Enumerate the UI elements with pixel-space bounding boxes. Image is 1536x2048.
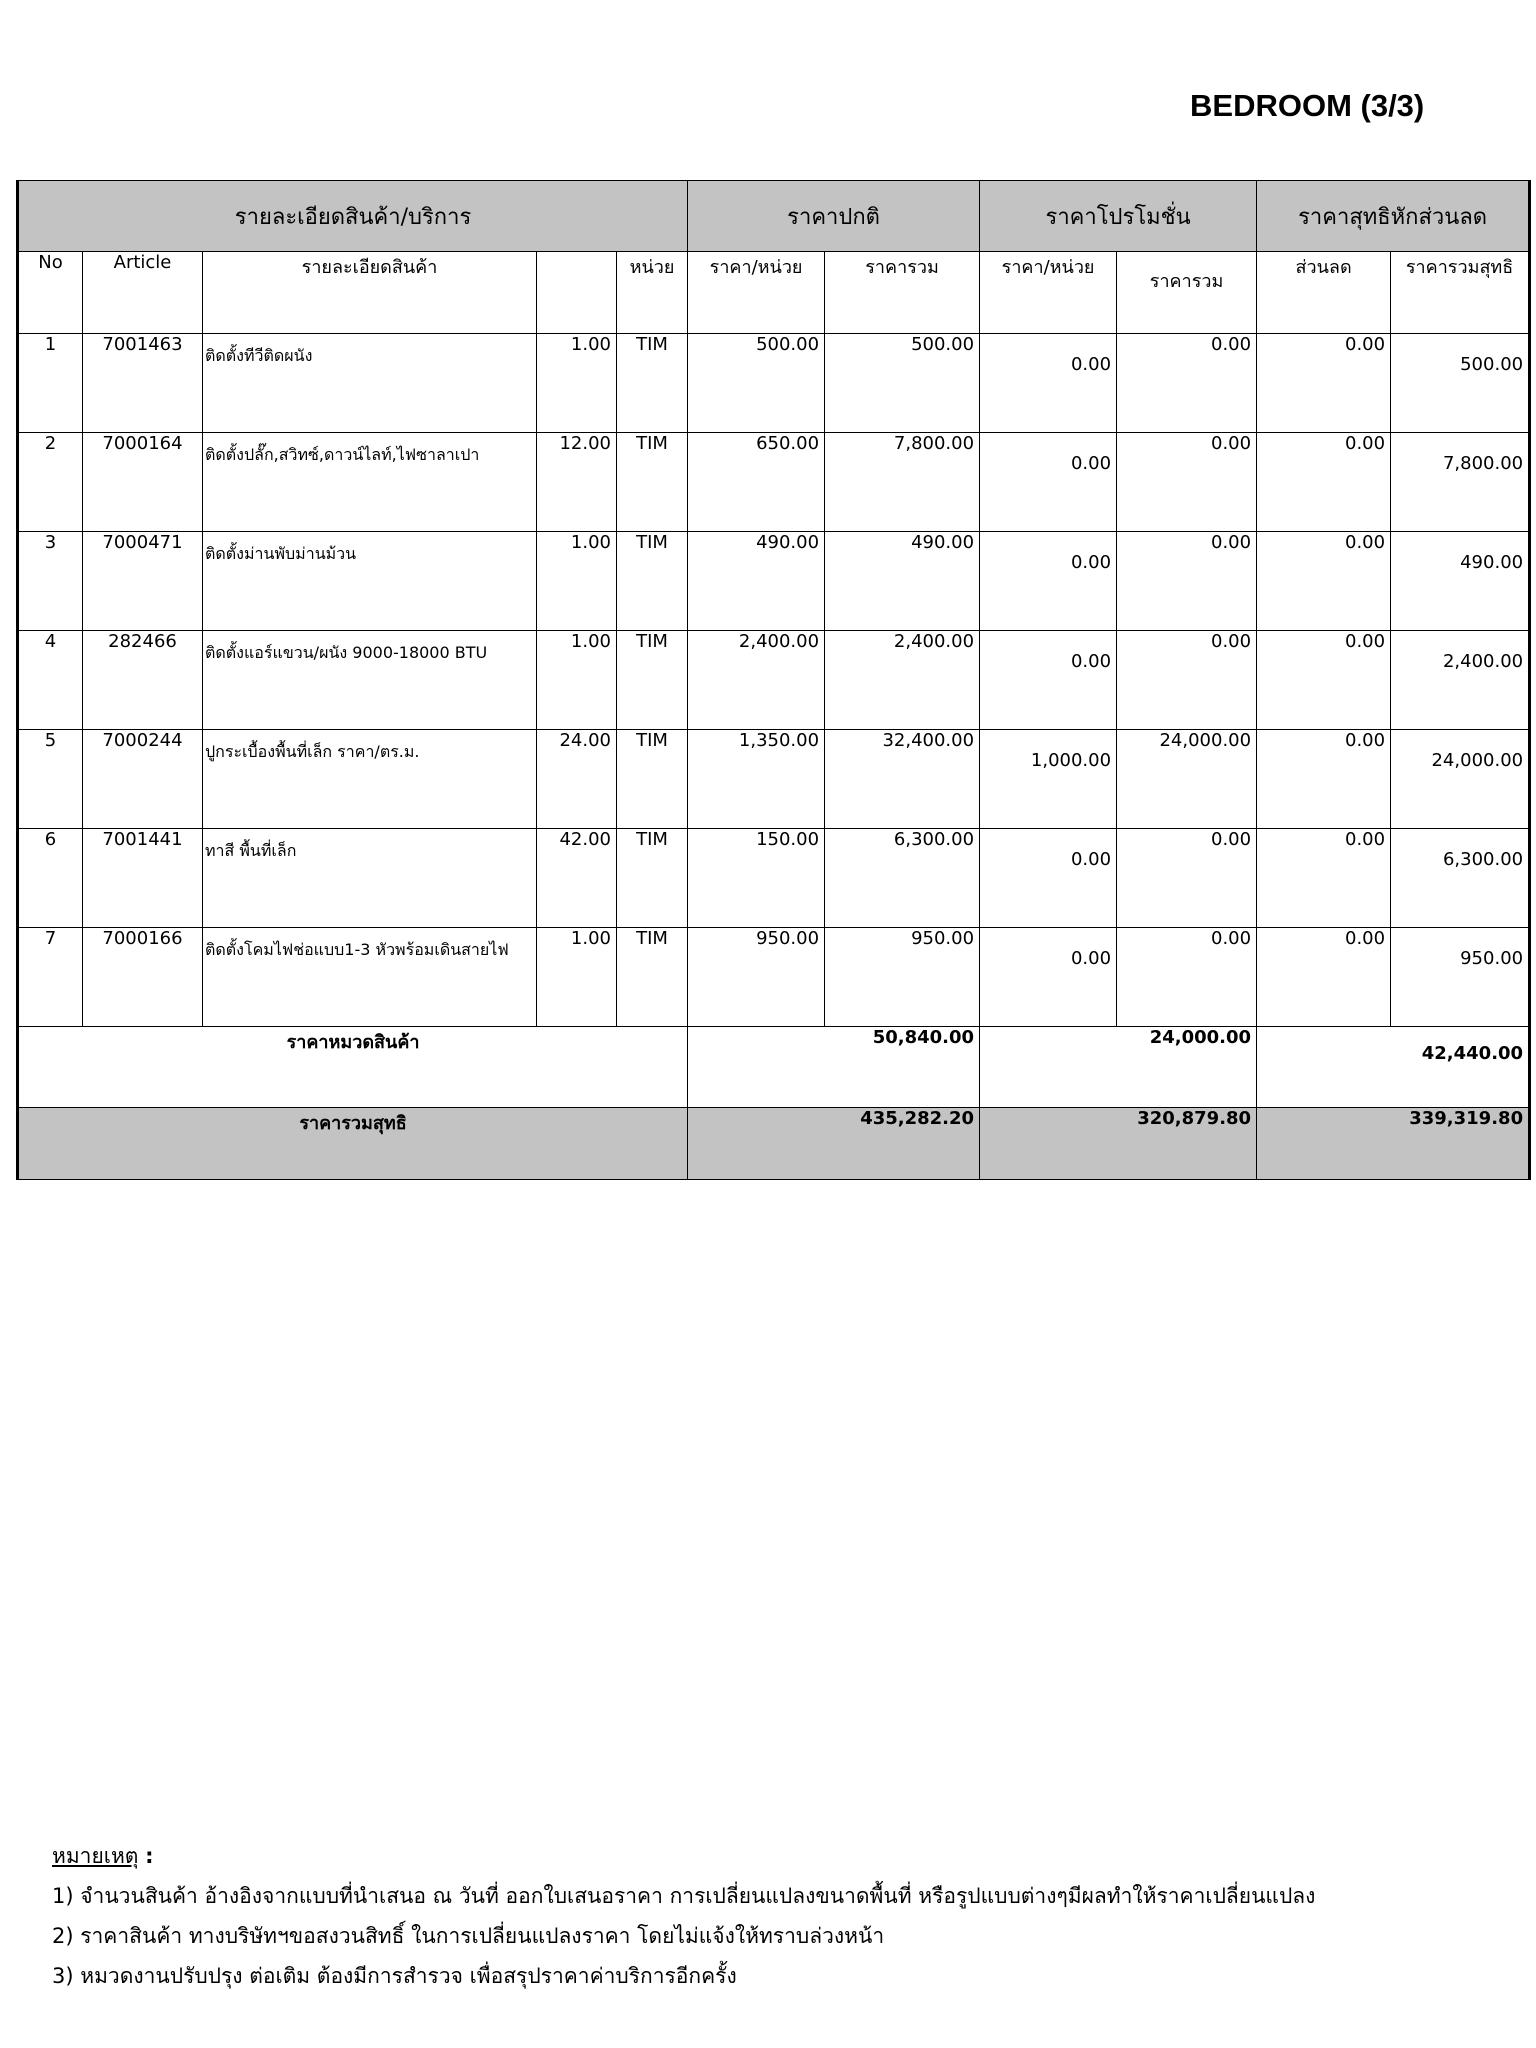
- cell-article: 7001441: [83, 829, 203, 928]
- col-header-unit: หน่วย: [617, 252, 688, 334]
- note-line: 2) ราคาสินค้า ทางบริษัทฯขอสงวนสิทธิ์ ในการเปลี่ยนแปลงราคา โดยไม่แจ้งให้ทราบล่วงหน้า: [52, 1924, 885, 1948]
- subtotal-row: [18, 1027, 1530, 1108]
- cell-net-total: 500.00: [1391, 334, 1530, 433]
- cell-net-total: 490.00: [1391, 532, 1530, 631]
- group-header-net-price: ราคาสุทธิหักส่วนลด: [1257, 181, 1530, 252]
- col-header-description: รายละเอียดสินค้า: [203, 252, 537, 334]
- cell-net-total: 950.00: [1391, 928, 1530, 1027]
- cell-unit: TIM: [617, 334, 688, 433]
- page-title: BEDROOM (3/3): [1190, 88, 1425, 123]
- cell-no: 6: [18, 829, 83, 928]
- subtotal-net: 42,440.00: [1257, 1027, 1530, 1108]
- notes-title: หมายเหตุ: [52, 1844, 139, 1868]
- cell-quantity: 12.00: [537, 433, 617, 532]
- quotation-table: [16, 180, 1531, 1180]
- cell-promo-total: 0.00: [1117, 532, 1257, 631]
- cell-discount: 0.00: [1257, 829, 1391, 928]
- cell-no: 4: [18, 631, 83, 730]
- cell-description: ติดตั้งแอร์แขวน/ผนัง 9000-18000 BTU: [203, 631, 537, 730]
- cell-normal-unit-price: 150.00: [688, 829, 825, 928]
- cell-description: ทาสี พื้นที่เล็ก: [203, 829, 537, 928]
- cell-net-total: 6,300.00: [1391, 829, 1530, 928]
- cell-article: 282466: [83, 631, 203, 730]
- table-row: [18, 631, 1530, 730]
- col-header-normal-total: ราคารวม: [825, 252, 980, 334]
- cell-normal-total: 7,800.00: [825, 433, 980, 532]
- cell-no: 7: [18, 928, 83, 1027]
- grand-total-label: ราคารวมสุทธิ: [18, 1108, 688, 1180]
- cell-unit: TIM: [617, 829, 688, 928]
- cell-article: 7000471: [83, 532, 203, 631]
- cell-promo-total: 0.00: [1117, 433, 1257, 532]
- cell-normal-total: 490.00: [825, 532, 980, 631]
- cell-article: 7001463: [83, 334, 203, 433]
- group-header-promo-price: ราคาโปรโมชั่น: [980, 181, 1257, 252]
- table-row: [18, 829, 1530, 928]
- cell-discount: 0.00: [1257, 730, 1391, 829]
- cell-normal-unit-price: 490.00: [688, 532, 825, 631]
- cell-quantity: 42.00: [537, 829, 617, 928]
- cell-normal-total: 500.00: [825, 334, 980, 433]
- cell-discount: 0.00: [1257, 631, 1391, 730]
- column-header-row: [18, 252, 1530, 334]
- cell-promo-total: 0.00: [1117, 631, 1257, 730]
- cell-normal-total: 2,400.00: [825, 631, 980, 730]
- cell-description: ติดตั้งม่านพับม่านม้วน: [203, 532, 537, 631]
- group-header-details: รายละเอียดสินค้า/บริการ: [18, 181, 688, 252]
- note-line: 1) จำนวนสินค้า อ้างอิงจากแบบที่นำเสนอ ณ วันที่ ออกใบเสนอราคา การเปลี่ยนแปลงขนาดพื้นที่ หรือรูปแบบต่างๆมีผลทำให้ราคาเปลี่ยนแปลง: [52, 1884, 1316, 1908]
- cell-promo-unit-price: 0.00: [980, 334, 1117, 433]
- cell-promo-unit-price: 1,000.00: [980, 730, 1117, 829]
- group-header-normal-price: ราคาปกติ: [688, 181, 980, 252]
- subtotal-promo: 24,000.00: [980, 1027, 1257, 1108]
- col-header-promo-total: ราคารวม: [1117, 252, 1257, 334]
- cell-discount: 0.00: [1257, 928, 1391, 1027]
- cell-promo-unit-price: 0.00: [980, 433, 1117, 532]
- cell-unit: TIM: [617, 631, 688, 730]
- cell-quantity: 1.00: [537, 928, 617, 1027]
- cell-description: ติดตั้งโคมไฟช่อแบบ1-3 หัวพร้อมเดินสายไฟ: [203, 928, 537, 1027]
- grand-total-normal: 435,282.20: [688, 1108, 980, 1180]
- cell-normal-total: 950.00: [825, 928, 980, 1027]
- col-header-promo-unit-price: ราคา/หน่วย: [980, 252, 1117, 334]
- notes-heading: [52, 1836, 1492, 1876]
- cell-quantity: 1.00: [537, 631, 617, 730]
- cell-description: ปูกระเบื้องพื้นที่เล็ก ราคา/ตร.ม.: [203, 730, 537, 829]
- cell-normal-unit-price: 500.00: [688, 334, 825, 433]
- col-header-no: No: [18, 252, 83, 334]
- cell-normal-total: 6,300.00: [825, 829, 980, 928]
- cell-unit: TIM: [617, 928, 688, 1027]
- cell-normal-total: 32,400.00: [825, 730, 980, 829]
- cell-unit: TIM: [617, 433, 688, 532]
- table-row: [18, 433, 1530, 532]
- grand-total-promo: 320,879.80: [980, 1108, 1257, 1180]
- col-header-normal-unit-price: ราคา/หน่วย: [688, 252, 825, 334]
- cell-net-total: 7,800.00: [1391, 433, 1530, 532]
- cell-unit: TIM: [617, 730, 688, 829]
- cell-promo-unit-price: 0.00: [980, 532, 1117, 631]
- cell-description: ติดตั้งปลั๊ก,สวิทซ์,ดาวน์ไลท์,ไฟซาลาเปา: [203, 433, 537, 532]
- cell-no: 3: [18, 532, 83, 631]
- cell-normal-unit-price: 650.00: [688, 433, 825, 532]
- cell-promo-total: 24,000.00: [1117, 730, 1257, 829]
- cell-promo-unit-price: 0.00: [980, 829, 1117, 928]
- cell-article: 7000164: [83, 433, 203, 532]
- col-header-quantity: [537, 252, 617, 334]
- cell-promo-total: 0.00: [1117, 928, 1257, 1027]
- cell-discount: 0.00: [1257, 334, 1391, 433]
- group-header-row: [18, 181, 1530, 252]
- table-row: [18, 532, 1530, 631]
- cell-description: ติดตั้งทีวีติดผนัง: [203, 334, 537, 433]
- cell-no: 5: [18, 730, 83, 829]
- cell-no: 2: [18, 433, 83, 532]
- col-header-net-total: ราคารวมสุทธิ: [1391, 252, 1530, 334]
- subtotal-label: ราคาหมวดสินค้า: [18, 1027, 688, 1108]
- cell-normal-unit-price: 2,400.00: [688, 631, 825, 730]
- cell-net-total: 2,400.00: [1391, 631, 1530, 730]
- cell-discount: 0.00: [1257, 532, 1391, 631]
- cell-promo-unit-price: 0.00: [980, 928, 1117, 1027]
- cell-promo-total: 0.00: [1117, 829, 1257, 928]
- cell-unit: TIM: [617, 532, 688, 631]
- cell-net-total: 24,000.00: [1391, 730, 1530, 829]
- cell-article: 7000244: [83, 730, 203, 829]
- cell-article: 7000166: [83, 928, 203, 1027]
- cell-promo-total: 0.00: [1117, 334, 1257, 433]
- subtotal-normal: 50,840.00: [688, 1027, 980, 1108]
- cell-quantity: 1.00: [537, 532, 617, 631]
- table-row: [18, 334, 1530, 433]
- cell-promo-unit-price: 0.00: [980, 631, 1117, 730]
- notes-colon: :: [145, 1844, 154, 1868]
- col-header-discount: ส่วนลด: [1257, 252, 1391, 334]
- col-header-article: Article: [83, 252, 203, 334]
- table-row: [18, 928, 1530, 1027]
- table-row: [18, 730, 1530, 829]
- cell-discount: 0.00: [1257, 433, 1391, 532]
- cell-normal-unit-price: 950.00: [688, 928, 825, 1027]
- cell-quantity: 24.00: [537, 730, 617, 829]
- grand-total-row: [18, 1108, 1530, 1180]
- cell-no: 1: [18, 334, 83, 433]
- grand-total-net: 339,319.80: [1257, 1108, 1530, 1180]
- cell-normal-unit-price: 1,350.00: [688, 730, 825, 829]
- notes-section: [52, 1836, 1492, 1996]
- cell-quantity: 1.00: [537, 334, 617, 433]
- note-line: 3) หมวดงานปรับปรุง ต่อเติม ต้องมีการสำรวจ เพื่อสรุปราคาค่าบริการอีกครั้ง: [52, 1964, 737, 1988]
